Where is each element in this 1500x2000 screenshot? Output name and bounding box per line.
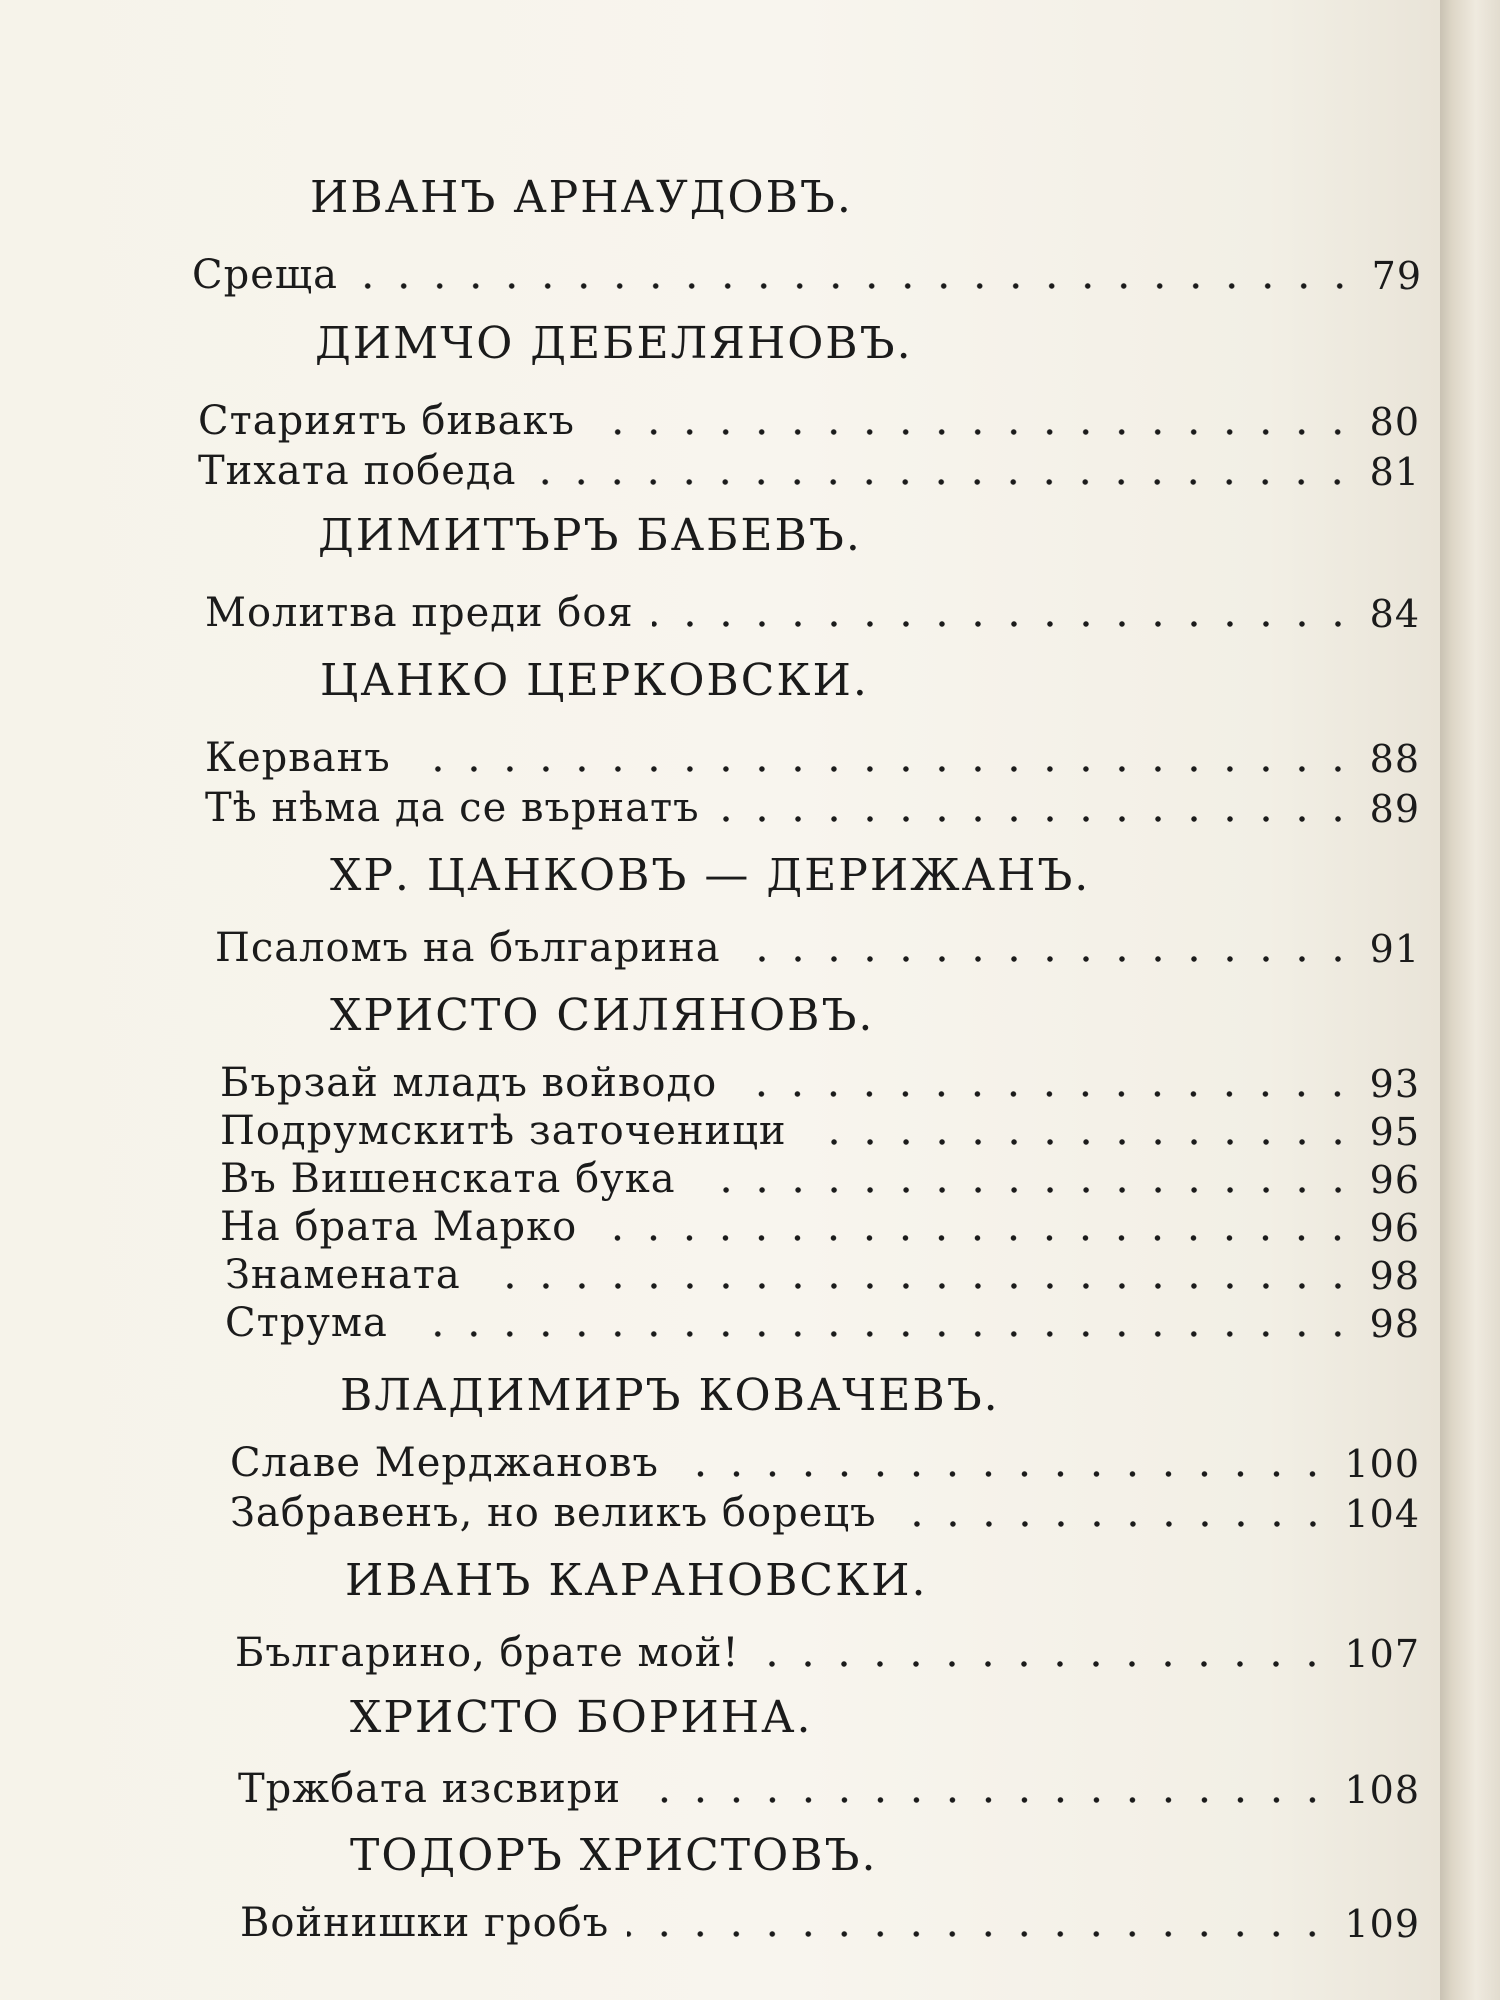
entry-title: Подрумскитѣ заточеници bbox=[220, 1108, 787, 1154]
dot-leader bbox=[595, 1235, 1355, 1241]
toc-entry bbox=[220, 1108, 1420, 1154]
dot-leader bbox=[805, 1139, 1356, 1145]
dot-leader bbox=[652, 621, 1356, 627]
entry-page-number: 95 bbox=[1369, 1110, 1420, 1154]
entry-title: Знамената bbox=[225, 1252, 461, 1298]
entry-page-number: 81 bbox=[1369, 450, 1420, 494]
entry-page-number: 104 bbox=[1344, 1492, 1420, 1536]
entry-page-number: 107 bbox=[1344, 1632, 1420, 1676]
entry-page-number: 80 bbox=[1369, 400, 1420, 444]
author-heading: ИВАНЪ КАРАНОВСКИ. bbox=[345, 1555, 928, 1606]
dot-leader bbox=[735, 1091, 1355, 1097]
entry-title: Псаломъ на българина bbox=[215, 925, 721, 971]
entry-title: Тржбата изсвири bbox=[238, 1766, 622, 1812]
dot-leader bbox=[627, 1931, 1330, 1937]
author-heading: ХР. ЦАНКОВЪ — ДЕРИЖАНЪ. bbox=[330, 850, 1091, 901]
toc-entry bbox=[230, 1490, 1420, 1536]
dot-leader bbox=[757, 1661, 1330, 1667]
entry-page-number: 109 bbox=[1344, 1902, 1420, 1946]
toc-entry bbox=[220, 1204, 1420, 1250]
entry-page-number: 89 bbox=[1369, 787, 1420, 831]
dot-leader bbox=[639, 1797, 1330, 1803]
page-edge bbox=[1440, 0, 1500, 2000]
author-heading: ИВАНЪ АРНАУДОВЪ. bbox=[310, 172, 853, 223]
entry-page-number: 98 bbox=[1369, 1254, 1420, 1298]
entry-page-number: 79 bbox=[1371, 254, 1422, 298]
toc-entry bbox=[238, 1766, 1420, 1812]
dot-leader bbox=[406, 1331, 1356, 1337]
entry-title: Българино, брате мой! bbox=[235, 1630, 740, 1676]
dot-leader bbox=[677, 1471, 1330, 1477]
entry-title: Въ Вишенската бука bbox=[220, 1156, 676, 1202]
author-heading: ХРИСТО БОРИНА. bbox=[350, 1692, 813, 1743]
toc-entry bbox=[240, 1900, 1420, 1946]
author-heading: ДИМИТЪРЪ БАБЕВЪ. bbox=[318, 510, 862, 561]
entry-title: Керванъ bbox=[205, 735, 391, 781]
toc-entry bbox=[215, 925, 1420, 971]
entry-page-number: 96 bbox=[1369, 1206, 1420, 1250]
entry-page-number: 100 bbox=[1344, 1442, 1420, 1486]
toc-entry bbox=[205, 735, 1420, 781]
dot-leader bbox=[534, 479, 1355, 485]
entry-page-number: 96 bbox=[1369, 1158, 1420, 1202]
toc-entry bbox=[198, 398, 1420, 444]
entry-title: Стариятъ бивакъ bbox=[198, 398, 575, 444]
entry-page-number: 88 bbox=[1369, 737, 1420, 781]
dot-leader bbox=[895, 1521, 1331, 1527]
author-heading: ЦАНКО ЦЕРКОВСКИ. bbox=[320, 655, 869, 706]
entry-title: Струма bbox=[225, 1300, 388, 1346]
entry-title: Среща bbox=[192, 252, 338, 298]
entry-title: Молитва преди боя bbox=[205, 590, 634, 636]
author-heading: ТОДОРЪ ХРИСТОВЪ. bbox=[350, 1830, 878, 1881]
entry-title: Забравенъ, но великъ борецъ bbox=[230, 1490, 877, 1536]
toc-entry bbox=[205, 590, 1420, 636]
entry-title: Тихата победа bbox=[198, 448, 517, 494]
entry-page-number: 98 bbox=[1369, 1302, 1420, 1346]
toc-entry bbox=[220, 1156, 1420, 1202]
entry-title: Бързай младъ войводо bbox=[220, 1060, 718, 1106]
toc-entry bbox=[225, 1252, 1420, 1298]
entry-page-number: 93 bbox=[1369, 1062, 1420, 1106]
author-heading: ВЛАДИМИРЪ КОВАЧЕВЪ. bbox=[340, 1370, 1000, 1421]
entry-title: На брата Марко bbox=[220, 1204, 578, 1250]
toc-entry bbox=[220, 1060, 1420, 1106]
dot-leader bbox=[739, 956, 1356, 962]
entry-title: Тѣ нѣма да се върнатъ bbox=[205, 785, 700, 831]
toc-entry bbox=[205, 785, 1420, 831]
toc-entry bbox=[230, 1440, 1420, 1486]
dot-leader bbox=[718, 816, 1356, 822]
entry-page-number: 91 bbox=[1369, 927, 1420, 971]
toc-entry bbox=[192, 252, 1422, 298]
dot-leader bbox=[356, 283, 1358, 289]
dot-leader bbox=[479, 1283, 1356, 1289]
entry-page-number: 84 bbox=[1369, 592, 1420, 636]
author-heading: ХРИСТО СИЛЯНОВЪ. bbox=[330, 990, 875, 1041]
author-heading: ДИМЧО ДЕБЕЛЯНОВЪ. bbox=[315, 318, 913, 369]
entry-title: Славе Мерджановъ bbox=[230, 1440, 659, 1486]
toc-entry bbox=[225, 1300, 1420, 1346]
toc-entry bbox=[198, 448, 1420, 494]
dot-leader bbox=[694, 1187, 1356, 1193]
dot-leader bbox=[409, 766, 1356, 772]
dot-leader bbox=[593, 429, 1356, 435]
entry-page-number: 108 bbox=[1344, 1768, 1420, 1812]
toc-entry bbox=[235, 1630, 1420, 1676]
entry-title: Войнишки гробъ bbox=[240, 1900, 610, 1946]
